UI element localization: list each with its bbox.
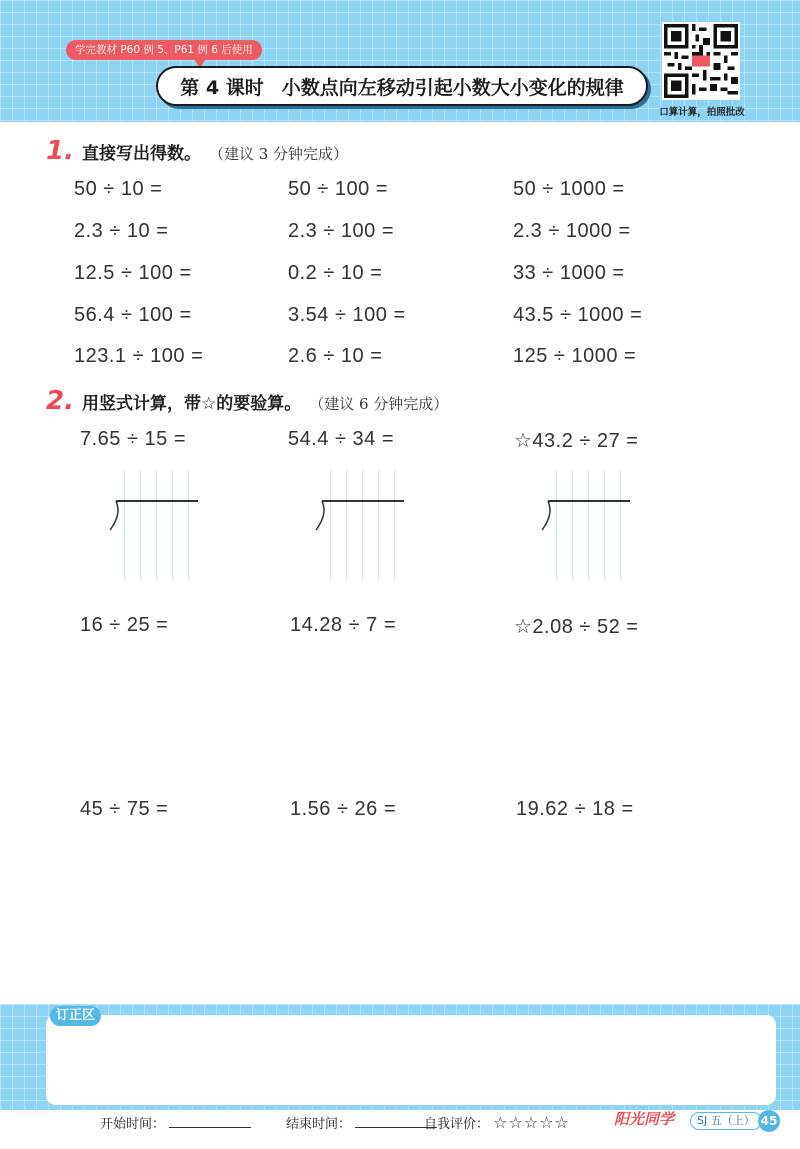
self-evaluation — [424, 1113, 570, 1132]
self-eval-label: 自我评价： — [424, 1117, 490, 1132]
mental-problem: 12.5 ÷ 100 = — [74, 262, 192, 284]
end-time — [286, 1113, 437, 1132]
written-problem: ☆2.08 ÷ 52 = — [514, 616, 639, 638]
correction-label: 订正区 — [50, 1006, 101, 1026]
section-1-hint: （建议 3 分钟完成） — [208, 145, 349, 163]
written-problem: 19.62 ÷ 18 = — [516, 798, 634, 820]
written-problem: 14.28 ÷ 7 = — [290, 614, 396, 636]
mental-problem: 0.2 ÷ 10 = — [288, 262, 383, 284]
mental-problem: 50 ÷ 1000 = — [513, 178, 625, 200]
lesson-title-text: 小数点向左移动引起小数大小变化的规律 — [281, 76, 624, 99]
source-tag: 学完教材 P60 例 5、P61 例 6 后使用 — [66, 40, 262, 60]
written-problem: 7.65 ÷ 15 = — [80, 428, 186, 450]
written-problem: 1.56 ÷ 26 = — [290, 798, 396, 820]
grade-tag: SJ 五（上） — [690, 1112, 762, 1130]
mental-problem: 125 ÷ 1000 = — [513, 345, 637, 367]
section-2-hint: （建议 6 分钟完成） — [309, 395, 449, 413]
page-number: 45 — [758, 1110, 780, 1132]
mental-problem: 2.3 ÷ 1000 = — [513, 220, 631, 242]
section-1-title: 直接写出得数。 — [81, 144, 201, 164]
written-problem: 45 ÷ 75 = — [80, 798, 169, 820]
division-bracket-icon — [314, 500, 328, 532]
written-problem: ☆43.2 ÷ 27 = — [514, 430, 639, 452]
star-rating-icon[interactable]: ☆☆☆☆☆ — [493, 1113, 570, 1132]
mental-problem: 33 ÷ 1000 = — [513, 262, 625, 284]
end-time-label: 结束时间： — [286, 1117, 352, 1132]
correction-area[interactable] — [46, 1015, 776, 1105]
mental-problem: 43.5 ÷ 1000 = — [513, 304, 643, 326]
lesson-number: 第 4 课时 — [180, 76, 264, 99]
long-division-workspace[interactable] — [540, 470, 630, 580]
section-1-heading — [46, 136, 348, 166]
section-2-number: 2. — [46, 386, 74, 416]
qr-caption: 口算计算，拍照批改 — [659, 107, 745, 118]
mental-problem: 123.1 ÷ 100 = — [74, 345, 204, 367]
qr-code-icon[interactable] — [662, 22, 740, 100]
written-problem: 54.4 ÷ 34 = — [288, 428, 394, 450]
mental-problem: 3.54 ÷ 100 = — [288, 304, 406, 326]
mental-problem: 50 ÷ 100 = — [288, 178, 388, 200]
long-division-workspace[interactable] — [314, 470, 404, 580]
division-bracket-icon — [540, 500, 554, 532]
section-1-number: 1. — [46, 136, 74, 166]
mental-problem: 2.6 ÷ 10 = — [288, 345, 383, 367]
mental-problem: 2.3 ÷ 100 = — [288, 220, 394, 242]
mental-problem: 2.3 ÷ 10 = — [74, 220, 169, 242]
brand-logo: 阳光同学 — [614, 1110, 675, 1128]
division-bracket-icon — [108, 500, 122, 532]
mental-problem: 56.4 ÷ 100 = — [74, 304, 192, 326]
section-2-heading — [46, 386, 448, 416]
start-time — [100, 1113, 251, 1132]
long-division-workspace[interactable] — [108, 470, 198, 580]
mental-problem: 50 ÷ 10 = — [74, 178, 163, 200]
start-time-field[interactable] — [169, 1116, 251, 1128]
section-2-title: 用竖式计算，带☆的要验算。 — [81, 394, 302, 414]
lesson-title — [156, 66, 648, 106]
start-time-label: 开始时间： — [100, 1117, 166, 1132]
written-problem: 16 ÷ 25 = — [80, 614, 169, 636]
